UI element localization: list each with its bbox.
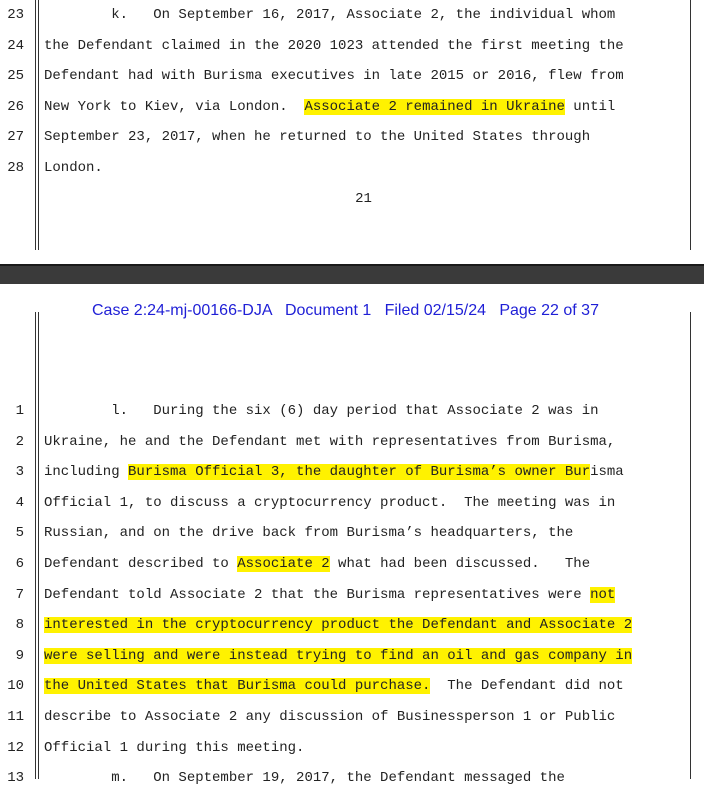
text-line — [44, 495, 686, 511]
text-line — [44, 464, 686, 480]
highlight: the United States that Burisma could purchase. — [44, 678, 431, 695]
line-number: 13 — [7, 770, 24, 786]
text-run: Official 1 during this meeting. — [44, 739, 305, 756]
text-line — [44, 160, 686, 176]
line-number: 12 — [7, 739, 24, 756]
line-number: 11 — [7, 709, 24, 725]
text-line — [44, 678, 686, 694]
line-number: 7 — [15, 586, 24, 603]
left-margin-rule-inner-p2 — [38, 312, 39, 779]
line-number: 26 — [7, 98, 24, 115]
highlight: Associate 2 remained in Ukraine — [304, 98, 565, 115]
text-run: Official 1, to discuss a cryptocurrency product. The meeting was in — [44, 494, 616, 511]
line-number: 10 — [7, 678, 24, 695]
line-number: 9 — [15, 647, 24, 664]
text-run: September 23, 2017, when he returned to the United States through — [44, 129, 591, 146]
highlight: not — [590, 586, 616, 603]
text-line — [44, 740, 686, 756]
text-line — [44, 709, 686, 725]
line-number: 23 — [7, 7, 24, 23]
text-line — [44, 587, 686, 603]
line-number: 28 — [7, 160, 24, 176]
text-run: the Defendant claimed in the 2020 1023 attended the first meeting the — [44, 37, 624, 54]
text-line — [44, 38, 686, 54]
text-line — [44, 617, 686, 633]
page-number: 21 — [355, 191, 372, 207]
text-line — [44, 129, 686, 145]
text-line — [44, 99, 686, 115]
text-line — [44, 556, 686, 572]
text-line — [44, 434, 686, 450]
line-number: 8 — [15, 617, 24, 634]
right-margin-rule-p2 — [690, 312, 691, 779]
case-header: Case 2:24-mj-00166-DJA Document 1 Filed 02/15/24 Page 22 of 37 — [92, 302, 599, 319]
text-run: Ukraine, he and the Defendant met with representatives from Burisma, — [44, 433, 616, 450]
text-line — [44, 403, 686, 419]
text-run: l. During the six (6) day period that Associate 2 was in — [44, 403, 599, 419]
line-number: 5 — [15, 525, 24, 542]
text-run: Defendant had with Burisma executives in late 2015 or 2016, flew from — [44, 68, 624, 85]
text-run: including — [44, 464, 129, 481]
line-number: 3 — [15, 464, 24, 481]
line-number: 24 — [7, 37, 24, 54]
text-run: isma — [590, 464, 624, 481]
text-run: London. — [44, 160, 103, 176]
text-line — [44, 770, 686, 786]
highlight: Burisma Official 3, the daughter of Burisma’s owner Bur — [128, 464, 591, 481]
highlight: interested in the cryptocurrency product the Defendant and Associate 2 — [44, 617, 633, 634]
text-run: until — [564, 98, 616, 115]
right-margin-rule — [690, 0, 691, 250]
text-run: Defendant told Associate 2 that the Burisma representatives were — [44, 586, 591, 603]
text-run: what had been discussed. The — [329, 556, 591, 572]
line-number: 27 — [7, 129, 24, 146]
text-run: Defendant described to — [44, 556, 238, 572]
text-run: k. On September 16, 2017, Associate 2, the individual whom — [44, 7, 616, 23]
text-run: m. On September 19, 2017, the Defendant messaged the — [44, 770, 565, 786]
highlight: were selling and were instead trying to find an oil and gas company in — [44, 647, 633, 664]
highlight: Associate 2 — [237, 556, 330, 572]
line-number: 6 — [15, 556, 24, 572]
left-margin-rule — [35, 0, 36, 250]
line-number: 1 — [15, 403, 24, 419]
text-run: Russian, and on the drive back from Burisma’s headquarters, the — [44, 525, 574, 542]
left-margin-rule-p2 — [35, 312, 36, 779]
text-line — [44, 7, 686, 23]
text-run: The Defendant did not — [430, 678, 624, 695]
text-run: New York to Kiev, via London. — [44, 98, 305, 115]
line-number: 25 — [7, 68, 24, 85]
text-line — [44, 68, 686, 84]
left-margin-rule-inner — [38, 0, 39, 250]
text-line — [44, 648, 686, 664]
line-number: 2 — [15, 433, 24, 450]
text-line — [44, 525, 686, 541]
page-separator — [0, 266, 704, 284]
line-number: 4 — [15, 494, 24, 511]
text-run: describe to Associate 2 any discussion of Businessperson 1 or Public — [44, 709, 616, 725]
